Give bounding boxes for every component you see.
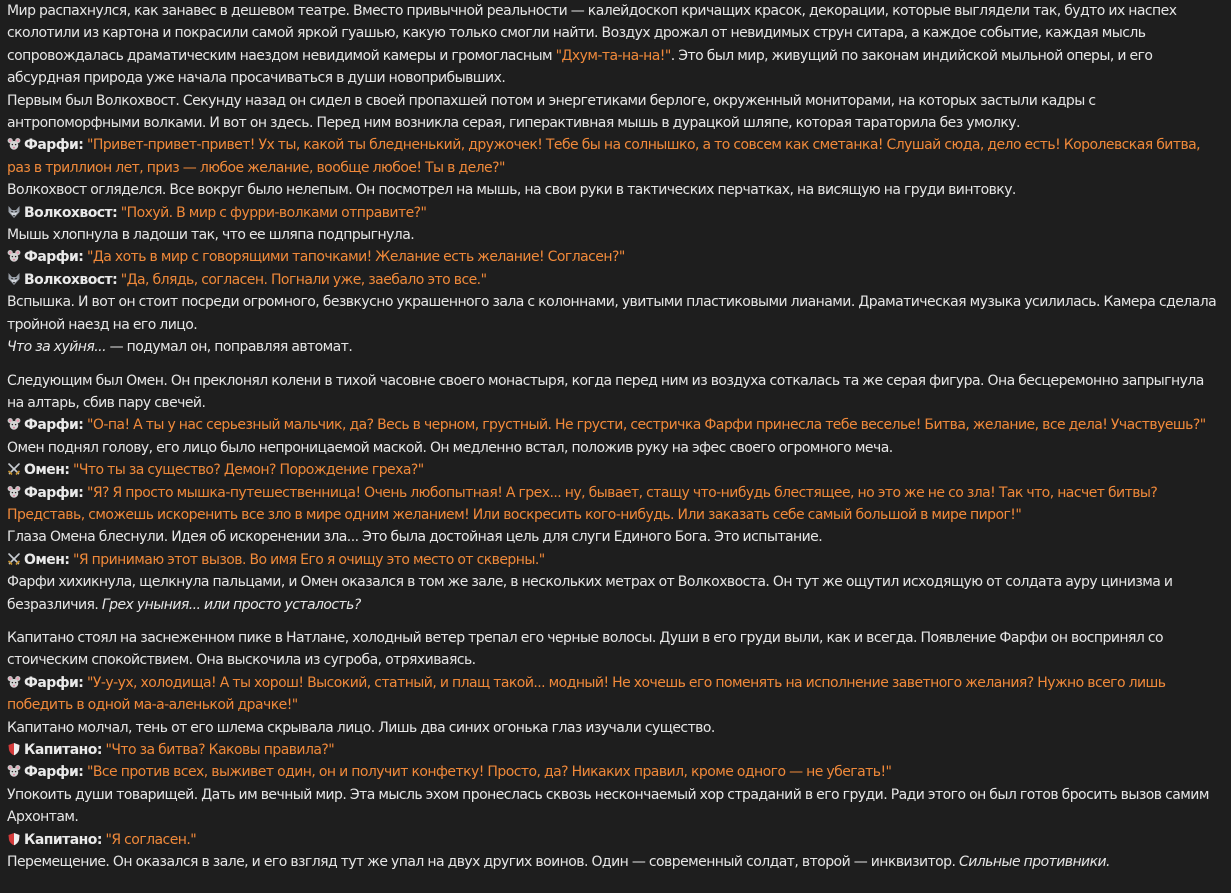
dialogue-quote: "Привет-привет-привет! Ух ты, какой ты бледненький, дружочек! Тебе бы на солнышко, а то совсем как сметанка! Слушай сюда, дело есть! Королевская битва, раз в триллион лет, приз — любое желание, вообще любое! Ты в деле?" [7,137,1201,176]
dialogue-quote: "Что за битва? Каковы правила?" [105,742,335,758]
speaker-name: Капитано: [24,831,102,848]
dialogue-quote: "Что ты за существо? Демон? Порождение греха?" [72,462,424,479]
speaker-name: Омен: [24,551,70,568]
narration-paragraph [7,224,1217,246]
shield-icon [7,742,21,756]
dialogue-quote: "Дхум-та-на-на!" [555,47,671,64]
dialogue-quote: "Похуй. В мир с фурри-волками отправите?" [120,204,427,221]
dialogue-line [7,761,1217,783]
dialogue-quote: "О-па! А ты у нас серьезный мальчик, да? Весь в черном, грустный. Не грусти, сестричка Фарфи принесла тебе веселье! Битва, желание, все дела! Участвуешь?" [86,417,1206,434]
shield-icon [7,832,21,846]
italic-thought: Что за хуйня... [7,339,106,356]
speaker-name: Фарфи: [24,764,84,781]
text-run: Волкохвост огляделся. Все вокруг было нелепым. Он посмотрел на мышь, на свои руки в тактических перчатках, на висящую на груди винтовку. [7,182,1016,199]
narration-paragraph [7,291,1217,336]
text-run: Омен поднял голову, его лицо было непроницаемой маской. Он медленно встал, положив руку на эфес своего огромного меча. [7,439,893,456]
narration-paragraph [7,370,1217,415]
dialogue-quote: "Я? Я просто мышка-путешественница! Очень любопытная! А грех... ну, бывает, стащу что-нибудь блестящее, но это же не со зла! Так что, насчет битвы? Представь, сможешь искоренить все зло в мире одним желанием! Или воскресить кого-нибудь. Или заказать себе самый большой в мире пирог!" [7,484,1158,523]
text-run: . Это был мир, живущий по законам индийской мыльной оперы, и его абсурдная природа уже начала просачиваться в души новоприбывших. [7,47,1153,87]
dialogue-quote: "Да, блядь, согласен. Погнали уже, заебало это все." [120,271,487,288]
mouse-icon [7,485,21,499]
dialogue-line [7,269,1217,291]
text-run: Упокоить души товарищей. Дать им вечный мир. Эта мысль эхом пронеслась сквозь нескончаемый хор страданий в его груди. Ради этого он был готов бросить вызов самим Архонтам. [7,786,1209,826]
text-run: Мир распахнулся, как занавес в дешевом театре. Вместо привычной реальности — калейдоскоп кричащих красок, декорации, которые выглядели так, будто их наспех сколотили из картона и покрасили самой яркой гуашью, какую только смогли найти. Воздух дрожал от невидимых струн ситара, а каждое событие, каждая мысль сопровождалась драматическим наездом невидимой камеры и громогласным [7,3,1177,64]
text-run: Фарфи хихикнула, щелкнула пальцами, и Омен оказался в том же зале, в нескольких метрах от Волкохвоста. Он тут же ощутил исходящую от солдата ауру цинизма и безразличия. [7,574,1173,613]
wolf-icon [7,205,21,219]
text-run: Глаза Омена блеснули. Идея об искоренении зла... Это была достойная цель для слуги Единого Бога. Это испытание. [7,529,823,546]
dialogue-line [7,672,1217,717]
narration-paragraph [7,717,1217,739]
narration-paragraph [7,784,1217,829]
text-run: — подумал он, поправляя автомат. [106,339,353,356]
narration-paragraph [7,851,1217,873]
dialogue-line [7,134,1217,179]
text-run: Первым был Волкохвост. Секунду назад он сидел в своей пропахшей потом и энергетиками берлоге, окруженный мониторами, на которых застыли кадры с антропоморфными волками. И вот он здесь. Перед ним возникла серая, гиперактивная мышь в дурацкой шляпе, которая тараторила без умолку. [7,92,1096,132]
dialogue-line [7,482,1217,527]
dialogue-quote: "Я согласен." [105,831,197,848]
dialogue-line [7,414,1217,436]
text-run: Капитано стоял на заснеженном пике в Натлане, холодный ветер трепал его черные волосы. Души в его груди выли, как и всегда. Появление Фарфи он воспринял со стоическим спокойствием. Она выскочила из сугроба, отряхиваясь. [7,629,1164,669]
speaker-name: Фарфи: [24,674,84,691]
narration-paragraph [7,0,1217,90]
narration-paragraph [7,179,1217,201]
italic-thought: Сильные противники. [958,854,1110,871]
italic-thought: Грех уныния... или просто усталость? [101,596,361,613]
dialogue-quote: "У-у-ух, холодища! А ты хорош! Высокий, статный, и плащ такой... модный! Не хочешь его поменять на исполнение заветного желания? Нужно всего лишь победить в одной ма-а-аленькой драчке!" [7,674,1166,714]
dialogue-line [7,246,1217,268]
text-run: Следующим был Омен. Он преклонял колени в тихой часовне своего монастыря, когда перед ним из воздуха соткалась та же серая фигура. Она бесцеремонно запрыгнула на алтарь, сбив пару свечей. [7,372,1204,411]
narration-paragraph [7,90,1217,135]
speaker-name: Омен: [24,462,70,479]
speaker-name: Фарфи: [24,484,84,501]
mouse-icon [7,137,21,151]
dialogue-quote: "Все против всех, выживет один, он и получит конфетку! Просто, да? Никаких правил, кроме одного — не убегать!" [86,764,892,781]
speaker-name: Фарфи: [24,249,84,266]
mouse-icon [7,417,21,431]
dialogue-quote: "Я принимаю этот вызов. Во имя Его я очищу это место от скверны." [72,551,545,568]
speaker-name: Фарфи: [24,137,84,154]
speaker-name: Фарфи: [24,417,84,434]
narration-paragraph [7,571,1217,616]
dialogue-line [7,549,1217,571]
dialogue-line [7,459,1217,481]
dialogue-line [7,202,1217,224]
paragraph-gap [7,359,1217,370]
mouse-icon [7,675,21,689]
dialogue-line [7,739,1217,761]
narration-paragraph [7,437,1217,459]
dialogue-quote: "Да хоть в мир с говорящими тапочками! Желание есть желание! Согласен?" [86,249,625,266]
paragraph-gap [7,616,1217,627]
text-run: Капитано молчал, тень от его шлема скрывала лицо. Лишь два синих огонька глаз изучали существо. [7,719,715,736]
dialogue-line [7,829,1217,851]
crossed-swords-icon [7,552,21,566]
text-run: Мышь хлопнула в ладоши так, что ее шляпа подпрыгнула. [7,227,415,244]
speaker-name: Волкохвост: [24,204,118,221]
wolf-icon [7,272,21,286]
mouse-icon [7,249,21,263]
speaker-name: Капитано: [24,742,102,758]
speaker-name: Волкохвост: [24,271,118,288]
text-run: Вспышка. И вот он стоит посреди огромного, безвкусно украшенного зала с колоннами, увитыми пластиковыми лианами. Драматическая музыка усилилась. Камера сделала тройной наезд на его лицо. [7,294,1217,333]
narration-paragraph [7,526,1217,548]
narration-paragraph [7,627,1217,672]
crossed-swords-icon [7,462,21,476]
narration-paragraph [7,336,1217,358]
mouse-icon [7,764,21,778]
text-run: Перемещение. Он оказался в зале, и его взгляд тут же упал на двух других воинов. Один — современный солдат, второй — инквизитор. [7,854,959,871]
